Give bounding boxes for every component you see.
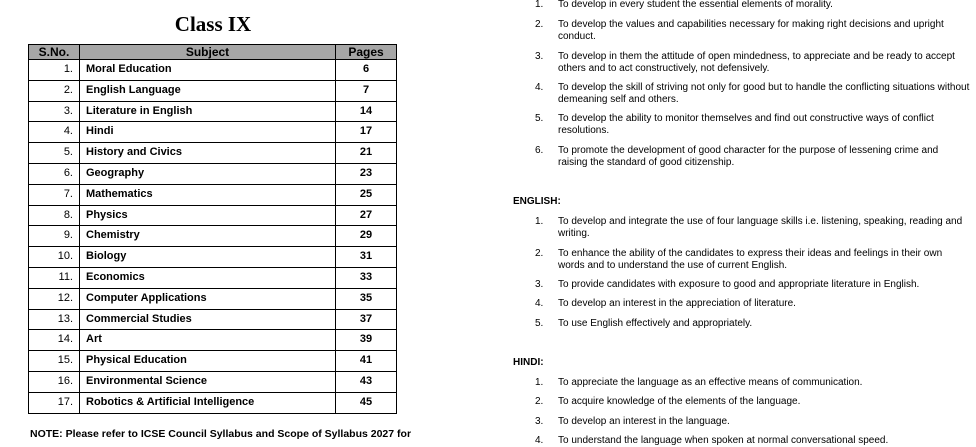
row-pages: 27	[336, 205, 397, 226]
row-pages: 25	[336, 184, 397, 205]
item-text: To develop in them the attitude of open mindedness, to appreciate and be ready to accept others and to act constructively, not defensively.	[558, 51, 955, 74]
row-sno: 12.	[29, 288, 80, 309]
item-number: 6.	[535, 145, 544, 156]
row-pages: 31	[336, 247, 397, 268]
table-row	[29, 247, 397, 268]
subjects-table	[28, 44, 397, 414]
item-number: 2.	[535, 19, 544, 30]
item-text: To promote the development of good character for the purpose of lessening crime and raising the standard of good citizenship.	[558, 145, 939, 168]
row-sno: 7.	[29, 184, 80, 205]
section-heading-english: ENGLISH:	[513, 196, 561, 207]
item-number: 5.	[535, 113, 544, 124]
item-text: To develop the ability to monitor themselves and find out constructive ways of conflict resolutions.	[558, 113, 934, 136]
row-pages: 23	[336, 163, 397, 184]
item-text: To develop an interest in the appreciation of literature.	[558, 298, 796, 309]
item-number: 2.	[535, 248, 544, 259]
row-sno: 10.	[29, 247, 80, 268]
syllabus-note: NOTE: Please refer to ICSE Council Syllabus and Scope of Syllabus 2027 for	[30, 428, 412, 440]
row-pages: 14	[336, 101, 397, 122]
item-text: To enhance the ability of the candidates to express their ideas and feelings in their own words and to understand the use of current English.	[558, 248, 943, 271]
row-subject: Biology	[80, 247, 336, 268]
table-row	[29, 226, 397, 247]
row-subject: Robotics & Artificial Intelligence	[80, 392, 336, 413]
section-heading-hindi: HINDI:	[513, 357, 544, 368]
row-sno: 13.	[29, 309, 80, 330]
item-text: To use English effectively and appropriately.	[558, 318, 753, 329]
item-number: 3.	[535, 279, 544, 290]
row-pages: 41	[336, 351, 397, 372]
row-sno: 4.	[29, 122, 80, 143]
row-pages: 29	[336, 226, 397, 247]
row-subject: Physics	[80, 205, 336, 226]
row-sno: 3.	[29, 101, 80, 122]
row-sno: 14.	[29, 330, 80, 351]
row-sno: 1.	[29, 60, 80, 81]
header-subject: Subject	[80, 45, 336, 60]
item-text: To provide candidates with exposure to good and appropriate literature in English.	[558, 279, 920, 290]
item-number: 2.	[535, 396, 544, 407]
table-row	[29, 351, 397, 372]
table-header-row	[29, 45, 397, 60]
page-title: Class IX	[174, 12, 252, 36]
table-row	[29, 371, 397, 392]
row-subject: Moral Education	[80, 60, 336, 81]
table-row	[29, 288, 397, 309]
item-text: To develop the values and capabilities necessary for making right decisions and upright conduct.	[558, 19, 944, 42]
right-page	[500, 0, 976, 446]
item-number: 1.	[535, 0, 544, 10]
row-pages: 17	[336, 122, 397, 143]
row-pages: 33	[336, 267, 397, 288]
table-row	[29, 392, 397, 413]
row-subject: Art	[80, 330, 336, 351]
row-sno: 9.	[29, 226, 80, 247]
item-text: To develop the skill of striving not only for good but to handle the conflicting situations without demeaning self and others.	[558, 82, 970, 105]
row-subject: Geography	[80, 163, 336, 184]
header-pages: Pages	[336, 45, 397, 60]
header-sno: S.No.	[29, 45, 80, 60]
item-text: To develop an interest in the language.	[558, 416, 730, 427]
item-number: 3.	[535, 416, 544, 427]
table-row	[29, 330, 397, 351]
table-row	[29, 205, 397, 226]
row-subject: Computer Applications	[80, 288, 336, 309]
left-page	[0, 0, 480, 441]
row-subject: History and Civics	[80, 143, 336, 164]
table-row	[29, 309, 397, 330]
item-number: 1.	[535, 216, 544, 227]
item-text: To develop and integrate the use of four language skills i.e. listening, speaking, reading and writing.	[558, 216, 963, 239]
row-subject: Commercial Studies	[80, 309, 336, 330]
item-text: To acquire knowledge of the elements of the language.	[558, 396, 801, 407]
table-row	[29, 60, 397, 81]
row-subject: Economics	[80, 267, 336, 288]
item-number: 4.	[535, 82, 544, 93]
row-pages: 35	[336, 288, 397, 309]
row-sno: 8.	[29, 205, 80, 226]
row-pages: 45	[336, 392, 397, 413]
table-row	[29, 163, 397, 184]
row-subject: English Language	[80, 80, 336, 101]
item-number: 1.	[535, 377, 544, 388]
item-number: 5.	[535, 318, 544, 329]
row-sno: 6.	[29, 163, 80, 184]
table-row	[29, 122, 397, 143]
row-pages: 43	[336, 371, 397, 392]
row-subject: Chemistry	[80, 226, 336, 247]
item-number: 4.	[535, 435, 544, 446]
item-number: 4.	[535, 298, 544, 309]
row-subject: Literature in English	[80, 101, 336, 122]
item-text: To appreciate the language as an effective means of communication.	[558, 377, 863, 388]
row-pages: 39	[336, 330, 397, 351]
table-row	[29, 80, 397, 101]
row-sno: 2.	[29, 80, 80, 101]
row-subject: Physical Education	[80, 351, 336, 372]
row-sno: 16.	[29, 371, 80, 392]
table-row	[29, 267, 397, 288]
item-text: To develop in every student the essential elements of morality.	[558, 0, 833, 10]
row-pages: 7	[336, 80, 397, 101]
row-pages: 21	[336, 143, 397, 164]
row-sno: 15.	[29, 351, 80, 372]
row-subject: Hindi	[80, 122, 336, 143]
row-pages: 37	[336, 309, 397, 330]
row-sno: 17.	[29, 392, 80, 413]
row-sno: 5.	[29, 143, 80, 164]
row-subject: Environmental Science	[80, 371, 336, 392]
item-number: 3.	[535, 51, 544, 62]
table-row	[29, 101, 397, 122]
row-sno: 11.	[29, 267, 80, 288]
item-text: To understand the language when spoken at normal conversational speed.	[558, 435, 889, 446]
row-pages: 6	[336, 60, 397, 81]
table-row	[29, 143, 397, 164]
row-subject: Mathematics	[80, 184, 336, 205]
table-row	[29, 184, 397, 205]
